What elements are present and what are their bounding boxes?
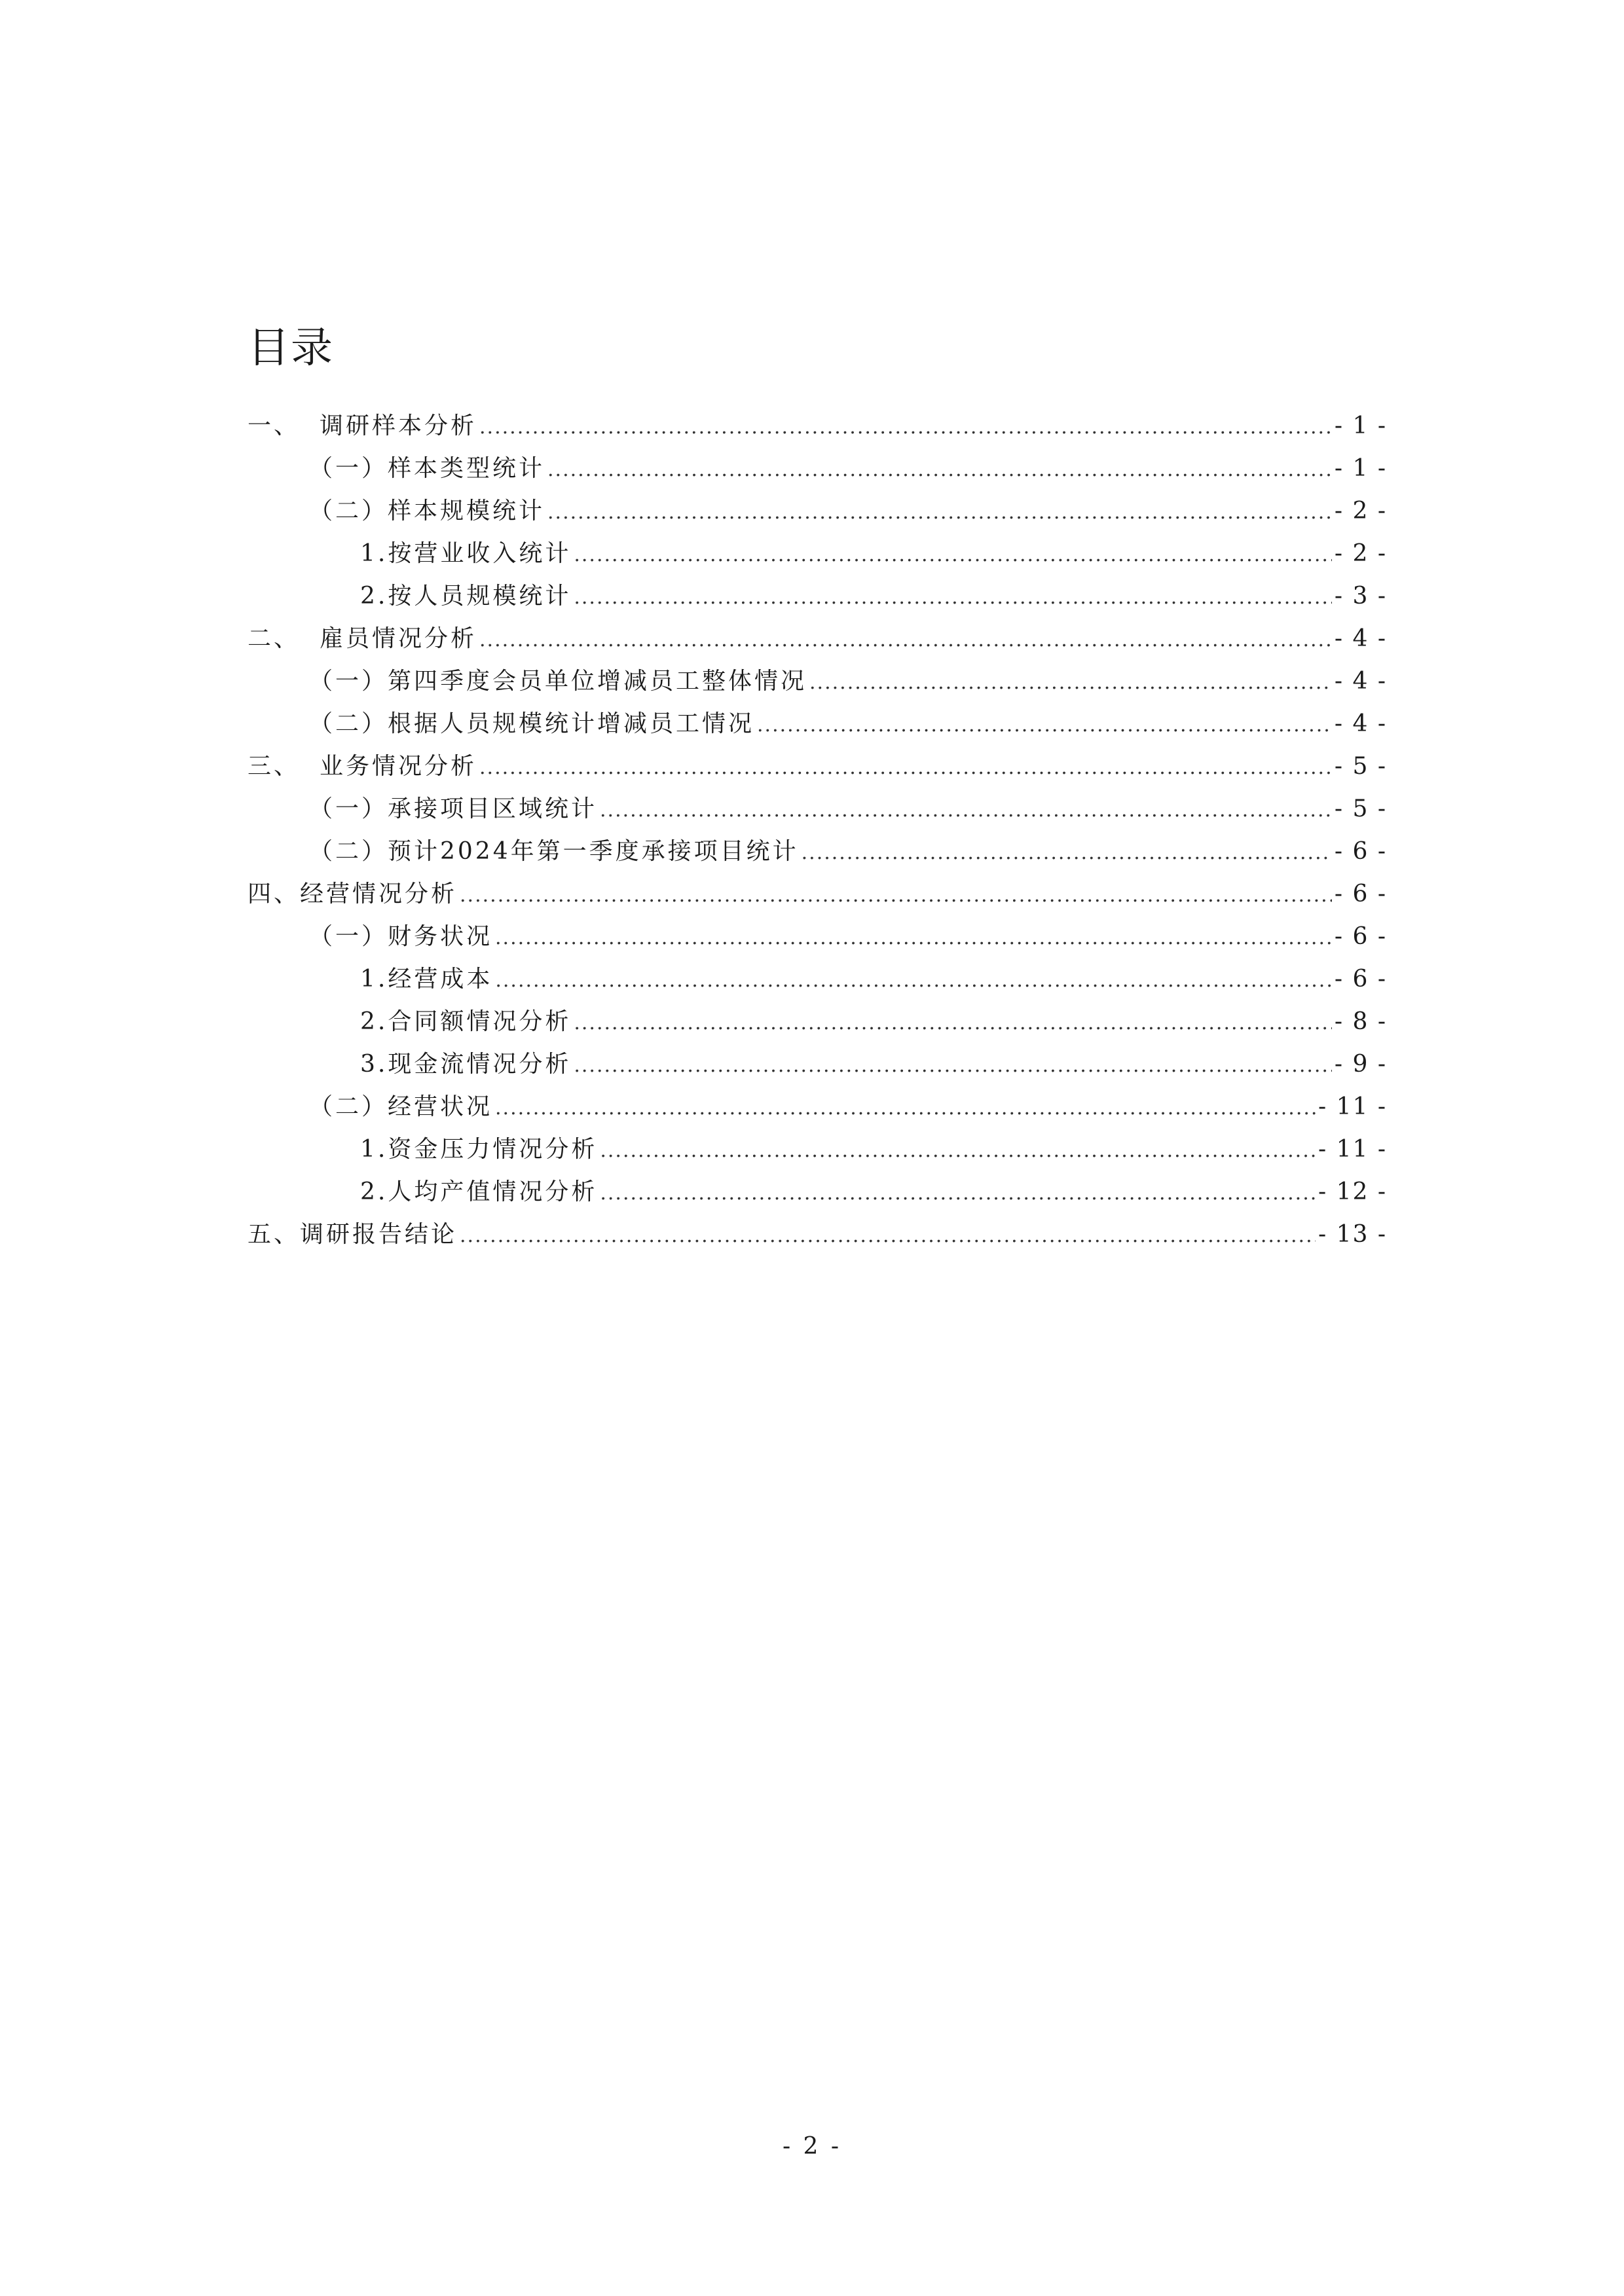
toc-dot-leader	[757, 704, 1332, 746]
toc-entry-text: 1.经营成本	[360, 966, 493, 993]
toc-entry-4-2-1[interactable]	[248, 1128, 1387, 1171]
toc-entry-page: - 5 -	[1334, 795, 1387, 822]
toc-dot-leader	[809, 661, 1332, 704]
toc-dot-leader	[460, 874, 1332, 917]
toc-dot-leader	[574, 576, 1332, 619]
toc-entry-text: （一）承接项目区域统计	[309, 795, 598, 822]
toc-entry-page: - 12 -	[1318, 1178, 1387, 1205]
toc-entry-page: - 1 -	[1334, 412, 1387, 439]
toc-entry-page: - 6 -	[1334, 966, 1387, 993]
toc-entry-section-1[interactable]	[248, 405, 1387, 447]
toc-entry-text: 2.人均产值情况分析	[360, 1178, 598, 1205]
toc-dot-leader	[574, 1002, 1332, 1044]
toc-entry-text: （二）根据人员规模统计增减员工情况	[309, 710, 755, 737]
toc-entry-4-2-2[interactable]	[248, 1171, 1387, 1213]
toc-entry-page: - 2 -	[1334, 540, 1387, 567]
toc-entry-page: - 4 -	[1334, 710, 1387, 737]
toc-entry-text: 2.合同额情况分析	[360, 1008, 572, 1035]
toc-entry-page: - 11 -	[1318, 1136, 1387, 1163]
toc-dot-leader	[479, 746, 1332, 789]
toc-entry-page: - 4 -	[1334, 625, 1387, 652]
toc-dot-leader	[547, 448, 1332, 491]
toc-entry-1-1[interactable]	[248, 447, 1387, 490]
toc-entry-2-1[interactable]	[248, 660, 1387, 702]
toc-entry-page: - 6 -	[1334, 838, 1387, 865]
toc-dot-leader	[495, 917, 1332, 959]
toc-entry-number: 三、	[248, 753, 301, 780]
toc-entry-1-2-1[interactable]	[248, 532, 1387, 575]
toc-entry-page: - 1 -	[1334, 455, 1387, 482]
toc-entry-text: （一）样本类型统计	[309, 455, 545, 482]
toc-entry-4-1[interactable]	[248, 915, 1387, 958]
toc-entry-4-1-3[interactable]	[248, 1043, 1387, 1085]
toc-entry-text: 1.按营业收入统计	[360, 540, 572, 567]
toc-entry-page: - 4 -	[1334, 668, 1387, 695]
toc-entry-text: （二）经营状况	[309, 1093, 493, 1120]
toc-entry-2-2[interactable]	[248, 702, 1387, 745]
toc-entry-page: - 2 -	[1334, 498, 1387, 524]
toc-dot-leader	[495, 1087, 1316, 1129]
toc-entry-3-1[interactable]	[248, 788, 1387, 830]
toc-entry-text: 雇员情况分析	[320, 625, 477, 652]
toc-entry-1-2-2[interactable]	[248, 575, 1387, 617]
toc-dot-leader	[479, 406, 1332, 448]
toc-entry-section-3[interactable]	[248, 745, 1387, 788]
toc-entry-text: （二）样本规模统计	[309, 498, 545, 524]
toc-entry-3-2[interactable]	[248, 830, 1387, 873]
toc-entry-number: 二、	[248, 625, 301, 652]
toc-dot-leader	[547, 491, 1332, 534]
toc-dot-leader	[600, 1172, 1316, 1214]
toc-dot-leader	[495, 959, 1332, 1002]
toc-entry-page: - 6 -	[1334, 923, 1387, 950]
toc-entry-page: - 5 -	[1334, 753, 1387, 780]
toc-entry-text: 四、经营情况分析	[248, 881, 458, 907]
toc-entry-number: 一、	[248, 412, 301, 439]
toc-entry-text: （二）预计2024年第一季度承接项目统计	[309, 838, 799, 865]
toc-entry-page: - 13 -	[1318, 1221, 1387, 1248]
toc-entry-text: 3.现金流情况分析	[360, 1051, 572, 1078]
toc-entry-page: - 3 -	[1334, 583, 1387, 610]
toc-dot-leader	[574, 534, 1332, 576]
page-number: - 2 -	[782, 2133, 842, 2160]
toc-dot-leader	[460, 1214, 1316, 1257]
toc-entry-text: 调研样本分析	[320, 412, 477, 439]
toc-dot-leader	[802, 831, 1332, 874]
toc-entry-1-2[interactable]	[248, 490, 1387, 532]
toc-dot-leader	[479, 619, 1332, 661]
toc-entry-4-1-1[interactable]	[248, 958, 1387, 1000]
toc-entry-text: 1.资金压力情况分析	[360, 1136, 598, 1163]
toc-entry-section-2[interactable]	[248, 617, 1387, 660]
toc-entry-page: - 8 -	[1334, 1008, 1387, 1035]
toc-entry-text: （一）第四季度会员单位增减员工整体情况	[309, 668, 807, 695]
toc-entry-text: 业务情况分析	[320, 753, 477, 780]
toc-entry-page: - 9 -	[1334, 1051, 1387, 1078]
toc-entry-text: （一）财务状况	[309, 923, 493, 950]
toc-entry-4-1-2[interactable]	[248, 1000, 1387, 1043]
toc-entry-4-2[interactable]	[248, 1085, 1387, 1128]
toc-dot-leader	[600, 789, 1332, 831]
toc-entry-section-5[interactable]	[248, 1213, 1387, 1256]
toc-entry-page: - 6 -	[1334, 881, 1387, 907]
toc-entry-page: - 11 -	[1318, 1093, 1387, 1120]
toc-title: 目录	[248, 324, 334, 373]
toc-list	[248, 405, 1387, 1256]
toc-dot-leader	[574, 1044, 1332, 1087]
toc-entry-section-4[interactable]	[248, 873, 1387, 915]
toc-dot-leader	[600, 1129, 1316, 1172]
toc-entry-text: 五、调研报告结论	[248, 1221, 458, 1248]
toc-entry-text: 2.按人员规模统计	[360, 583, 572, 610]
